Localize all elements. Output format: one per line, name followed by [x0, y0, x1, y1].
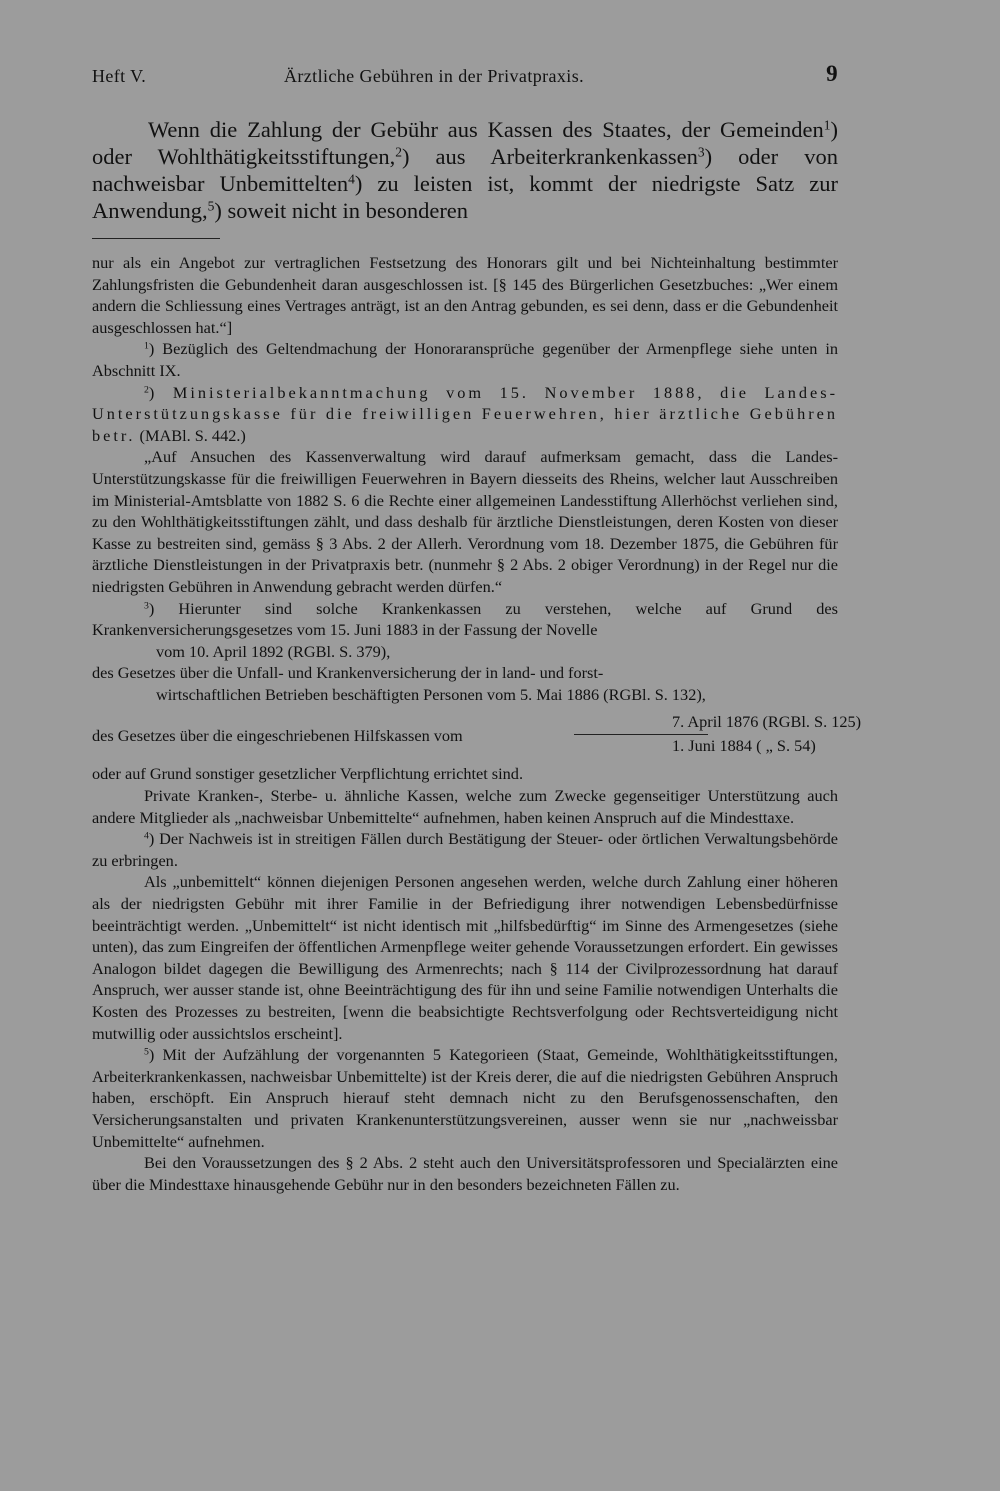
fraction-numerator: 7. April 1876 (RGBl. S. 125) [672, 712, 862, 732]
footnote-text: ) Mit der Aufzählung der vorgenannten 5 Kategorieen (Staat, Gemeinde, Wohlthätigkeitsstiftungen, Arbeiterkrankenkassen, nachweisbar Unbemittelte) ist der Kreis derer, die auf die niedrigsten Gebühren Anspruch haben, erschöpft. Ein Anspruch hierauf steht demnach nicht zu den Berufsgenossenschaften, den Versicherungsanstalten und privaten Krankenunterstützungsvereinen, ausser wenn sie nur „nachweissbar Unbemittelte“ aufnehmen. [92, 1045, 838, 1151]
footnote-3-line: wirtschaftlichen Betrieben beschäftigten Personen vom 5. Mai 1886 (RGBl. S. 132), [156, 684, 706, 704]
footnote-2-quote: „Auf Ansuchen des Kassenverwaltung wird darauf aufmerksam gemacht, dass die Landes-Unterstützungskasse für die freiwilligen Feuerwehren in Bayern diesseits des Rheins, welcher laut Ausschreiben im Ministerial-Amtsblatte von 1882 S. 6 die Rechte einer allgemeinen Landesstiftung Allerhöchst verliehen sind, zu den Wohlthätigkeitsstiftungen zählt, und dass deshalb für ärztliche Dienstleistungen, deren Kosten von dieser Kasse zu bestreiten sind, gemäss § 3 Abs. 2 der Allerh. Verordnung vom 18. Dezember 1875, die Gebühren für ärztliche Dienstleistungen in der Privatpraxis betr. (nunmehr § 2 Abs. 2 obiger Verordnung) in der Regel nur die niedrigsten Gebühren in Anwendung gebracht werden dürfen.“ [92, 447, 838, 596]
text-run: ) soweit nicht in besonderen [214, 198, 469, 223]
footnote-text: ) Bezüglich des Geltendmachung der Honoraransprüche gegenüber der Armenpflege siehe unten in Abschnitt IX. [92, 339, 838, 380]
footnote-text: ) Hierunter sind solche Krankenkassen zu verstehen, welche auf Grund des Krankenversicherungsgesetzes vom 15. Juni 1883 in der Fassung der Novelle [92, 598, 838, 640]
footnote-3-line: des Gesetzes über die Unfall- und Krankenversicherung der in land- und forst- [92, 663, 604, 683]
footnote-3-line: oder auf Grund sonstiger gesetzlicher Verpflichtung errichtet sind. [92, 764, 524, 784]
footnote-text: ) Der Nachweis ist in streitigen Fällen durch Bestätigung der Steuer- oder örtlichen Verwaltungsbehörde zu erbringen. [92, 829, 838, 870]
footnote-mark: 3 [144, 600, 149, 612]
footnote-3-para: Private Kranken-, Sterbe- u. ähnliche Kassen, welche zum Zwecke gegenseitiger Unterstützung auch andere Mitglieder als „nachweisbar Unbemittelte“ aufnehmen, haben keinen Anspruch auf die Mindesttaxe. [92, 786, 838, 827]
footnote-continuation: nur als ein Angebot zur vertraglichen Festsetzung des Honorars gilt und bei Nichteinhaltung bestimmter Zahlungsfristen die Gebundenheit daran ausgeschlossen ist. [§ 145 des Bürgerlichen Gesetzbuches: „Wer einem andern die Schliessung eines Vertrages anträgt, ist an den Antrag gebunden, es sei denn, dass er die Gebundenheit ausgeschlossen hat.“] [92, 253, 838, 337]
footnote-separator [92, 238, 220, 239]
footnote-4 [92, 828, 838, 871]
hilfskassen-fraction [92, 709, 862, 757]
text-run: ) zu leisten ist, kommt der niedrigste Satz zur Anwendung, [92, 171, 838, 223]
footnote-1 [92, 338, 838, 381]
running-header [92, 62, 838, 92]
fraction-lead: des Gesetzes über die eingeschriebenen Hilfskassen vom [92, 726, 463, 746]
footnote-5-para: Bei den Voraussetzungen des § 2 Abs. 2 steht auch den Universitätsprofessoren und Specialärzten eine über die Mindesttaxe hinausgehende Gebühr nur in den besonders bezeichneten Fällen zu. [92, 1153, 838, 1194]
footnotes [92, 252, 862, 1195]
text-run: Wenn die Zahlung der Gebühr aus Kassen des Staates, der Gemeinden [148, 117, 824, 142]
text-run: ) oder von nachweisbar Unbemittelten [92, 144, 839, 196]
footnote-2 [92, 382, 838, 447]
main-text [92, 116, 838, 224]
footnote-ref: 5 [207, 198, 215, 214]
footnote-3-line: vom 10. April 1892 (RGBl. S. 379), [156, 641, 391, 661]
footnote-text: (MABl. S. 442.) [135, 425, 246, 445]
text-run: ) oder Wohlthätigkeitsstiftungen, [92, 117, 838, 169]
running-title: Ärztliche Gebühren in der Privatpraxis. [284, 66, 585, 86]
main-paragraph [92, 116, 838, 224]
spaced-title: ) Ministerialbekanntmachung vom 15. November 1888, die Landes-Unterstützungskasse für die freiwilligen Feuerwehren, hier ärztliche Gebühren betr. [92, 382, 838, 445]
footnote-5 [92, 1044, 838, 1152]
text-run: ) aus Arbeiterkrankenkassen [401, 144, 698, 169]
fraction-denominator: 1. Juni 1884 ( „ S. 54) [672, 736, 816, 756]
footnote-mark: 4 [144, 830, 149, 842]
footnote-4-para: Als „unbemittelt“ können diejenigen Personen angesehen werden, welche durch Zahlung einer höheren als der niedrigsten Gebühr mit ihrer Familie in der Befriedigung ihrer notwendigen Lebensbedürfnisse beeinträchtigt werden. „Unbemittelt“ ist nicht identisch mit „hilfsbedürftig“ im Sinne des Armengesetzes (siehe unten), das zum Eingreifen der öffentlichen Armenpflege weiter gehende Voraussetzungen erfordert. Ein gewisses Analogon bildet dagegen die Bewilligung des Armenrechts; nach § 114 der Civilprozessordnung hat darauf Anspruch, wer ausser stande ist, ohne Beeinträchtigung des für ihn und seine Familie notwendigen Unterhalts die Kosten des Prozesses zu bestreiten, [wenn die beabsichtigte Rechtsverfolgung oder Rechtsverteidigung nicht mutwillig oder aussichtslos erscheint]. [92, 872, 838, 1043]
footnote-ref: 2 [395, 144, 402, 160]
issue-label: Heft V. [92, 66, 147, 86]
footnote-mark: 2 [144, 384, 149, 396]
footnote-ref: 4 [348, 171, 355, 187]
footnote-ref: 1 [823, 117, 831, 133]
footnote-3 [92, 598, 838, 641]
page-number: 9 [826, 61, 838, 86]
footnote-mark: 1 [144, 341, 149, 352]
footnote-mark: 5 [144, 1046, 149, 1058]
footnote-ref: 3 [697, 144, 705, 160]
